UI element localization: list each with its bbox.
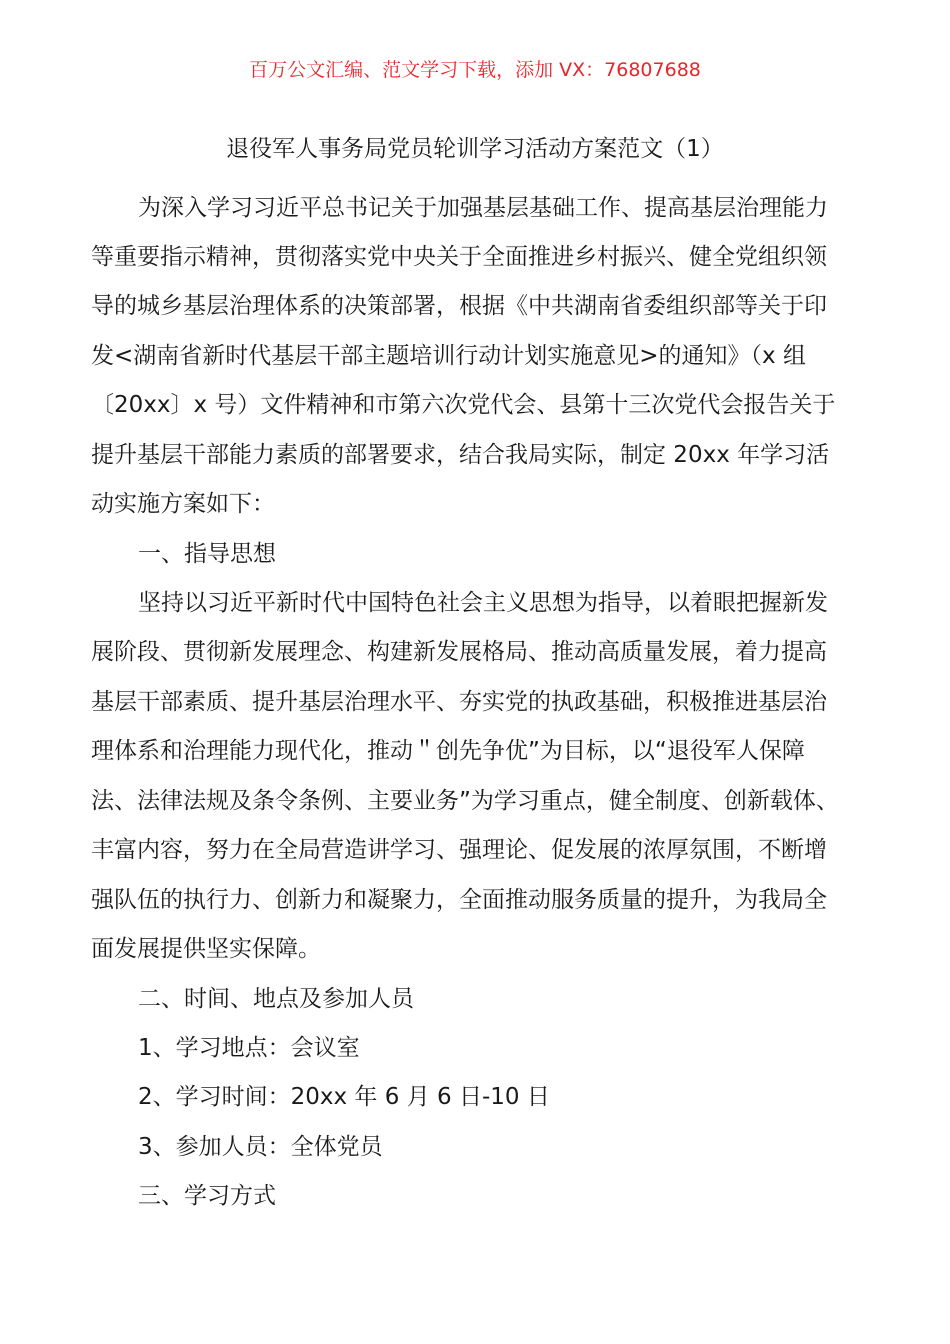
- text-line: 提升基层干部能力素质的部署要求，结合我局实际，制定 20xx 年学习活: [91, 441, 830, 468]
- text-line: 丰富内容，努力在全局营造讲学习、强理论、促发展的浓厚氛围，不断增: [91, 837, 827, 864]
- text-line: 理体系和治理能力现代化，推动＂创先争优”为目标，以“退役军人保障: [91, 738, 805, 765]
- text-line: 强队伍的执行力、创新力和凝聚力，全面推动服务质量的提升，为我局全: [91, 886, 827, 913]
- text-line: 一、指导思想: [138, 540, 276, 567]
- document-title: 退役军人事务局党员轮训学习活动方案范文（1）: [226, 136, 724, 162]
- text-line: 1、学习地点：会议室: [138, 1034, 360, 1061]
- text-line: 2、学习时间：20xx 年 6 月 6 日-10 日: [138, 1084, 550, 1111]
- text-line: 坚持以习近平新时代中国特色社会主义思想为指导，以着眼把握新发: [138, 590, 828, 616]
- text-line: 发<湖南省新时代基层干部主题培训行动计划实施意见>的通知》（x 组: [91, 342, 806, 369]
- text-line: 导的城乡基层治理体系的决策部署，根据《中共湖南省委组织部等关于印: [91, 293, 827, 320]
- text-line: 〔20xx〕x 号）文件精神和市第六次党代会、县第十三次党代会报告关于: [91, 392, 836, 419]
- text-line: 基层干部素质、提升基层治理水平、夯实党的执政基础，积极推进基层治: [91, 688, 827, 715]
- text-line: 二、时间、地点及参加人员: [138, 985, 414, 1012]
- text-line: 为深入学习习近平总书记关于加强基层基础工作、提高基层治理能力: [138, 194, 828, 221]
- text-line: 动实施方案如下：: [91, 491, 275, 518]
- document-body: [91, 184, 871, 1222]
- text-line: 等重要指示精神，贯彻落实党中央关于全面推进乡村振兴、健全党组织领: [91, 243, 827, 270]
- text-line: 3、参加人员：全体党员: [138, 1133, 383, 1160]
- text-line: 法、法律法规及条令条例、主要业务”为学习重点，健全制度、创新载体、: [91, 787, 839, 814]
- watermark-header: 百万公文汇编、范文学习下载，添加 VX：76807688: [249, 59, 701, 81]
- text-line: 三、学习方式: [138, 1183, 276, 1210]
- text-line: 展阶段、贯彻新发展理念、构建新发展格局、推动高质量发展，着力提高: [91, 639, 827, 666]
- text-line: 面发展提供坚实保障。: [91, 936, 321, 963]
